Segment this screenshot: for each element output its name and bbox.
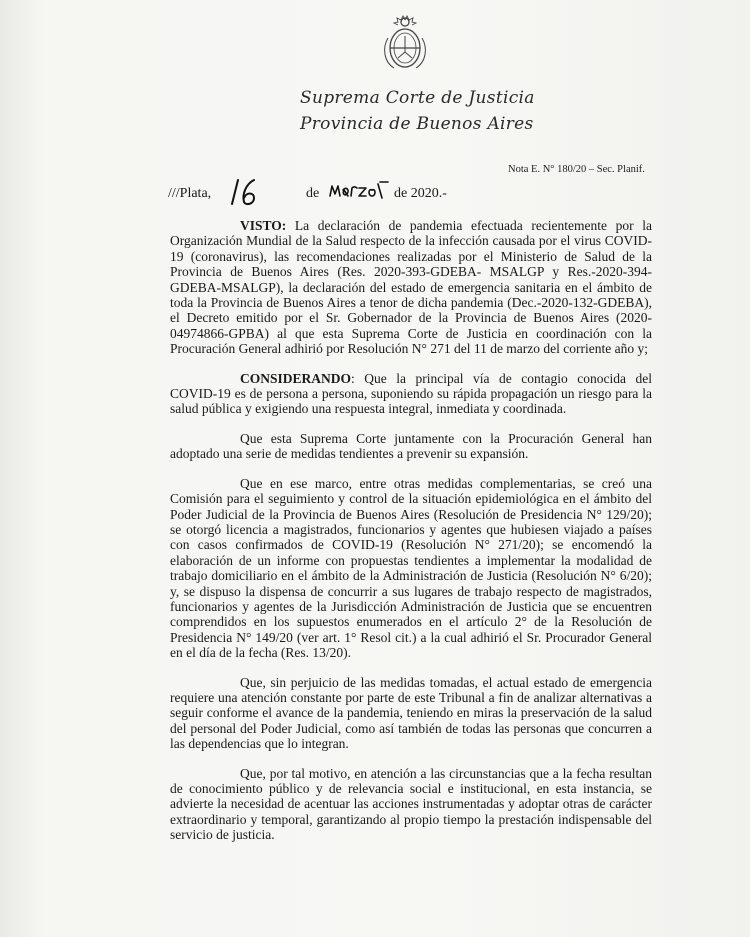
paragraph-text: Que, sin perjuicio de las medidas tomadas, el actual estado de emergencia requiere una atención constante por parte de este Tribunal a fin de analizar alternativas a seguir conforme el avance de la pandemia, teniendo en miras la preservación de la salud del personal del Poder Judicial, como así también de todas las personas que concurren a las dependencias que lo integran. [170, 674, 652, 752]
handwritten-month [328, 178, 392, 202]
dateline-year: de 2020.- [394, 186, 447, 201]
dateline-de: de [306, 186, 320, 201]
paragraph-text: Que, por tal motivo, en atención a las circunstancias que a la fecha resultan de conocimiento público y de relevancia social e institucional, en esta instancia, se advierte la necesidad de acentuar las acciones instrumentadas y adoptar otras de carácter extraordinario y temporal, garantizando al propio tiempo la prestación indispensable del servicio de justicia. [170, 765, 652, 843]
paragraph-text: La declaración de pandemia efectuada recientemente por la Organización Mundial de la Salud respecto de la infección causada por el virus COVID-19 (coronavirus), las recomendaciones realizadas por el Ministerio de Salud de la Provincia de Buenos Aires (Res. 2020-393-GDEBA- MSALGP y Res.-2020-394-GDEBA-MSALGP), la declaración del estado de emergencia sanitaria en el ámbito de toda la Provincia de Buenos Aires a tenor de dicha pandemia (Dec.-2020-132-GDEBA), el Decreto emitido por el Sr. Gobernador de la Provincia de Buenos Aires (2020-04974866-GPBA) al que esta Suprema Corte de Justicia en coordinación con la Procuración General adhirió por Resolución N° 271 del 11 de marzo del corriente año y; [170, 218, 652, 357]
institution-province: Provincia de Buenos Aires [300, 114, 534, 134]
handwritten-day [228, 174, 268, 208]
paragraph-text: : Que la principal vía de contagio conocida del COVID-19 es de persona a persona, suponiendo su rápida propagación un riesgo para la salud pública y exigiendo una respuesta integral, inmediata y coordinada. [170, 370, 652, 417]
paragraph-lead: CONSIDERANDO [240, 370, 352, 386]
paragraph-considerando [170, 371, 652, 417]
document-body [170, 218, 652, 857]
argentine-coat-of-arms-icon [380, 8, 430, 74]
dateline [168, 178, 528, 208]
paragraph [170, 431, 652, 462]
institution-name: Suprema Corte de Justicia [300, 88, 535, 108]
paragraph [170, 766, 652, 843]
paragraph-text: Que esta Suprema Corte juntamente con la Procuración General han adoptado una serie de medidas tendientes a prevenir su expansión. [170, 430, 652, 462]
reference-number: Nota E. N° 180/20 – Sec. Planif. [508, 164, 645, 175]
paragraph-visto [170, 218, 652, 357]
dateline-place: ///Plata, [168, 186, 212, 201]
paragraph [170, 675, 652, 752]
paragraph-text: Que en ese marco, entre otras medidas complementarias, se creó una Comisión para el seguimiento y control de la situación epidemiológica en el ámbito del Poder Judicial de la Provincia de Buenos Aires (Resolución de Presidencia N° 129/20); se otorgó licencia a magistrados, funcionarios y agentes que hubiesen viajado a países con casos confirmados de COVID-19 (Resolución N° 271/20); se encomendó la elaboración de un informe con propuestas tendientes a implementar la modalidad de trabajo domiciliario en el ámbito de la Administración de Justicia (Resolución N° 6/20); y, se dispuso la dispensa de concurrir a sus lugares de trabajo respecto de magistrados, funcionarios y agentes de la Jurisdicción Administración de Justicia que se encuentren comprendidos en los supuestos enumerados en el artículo 2° de la Resolución de Presidencia N° 149/20 (ver art. 1° Resol cit.) a la cual adhirió el Sr. Procurador General en el día de la fecha (Res. 13/20). [170, 475, 652, 661]
paragraph-lead: VISTO: [240, 218, 287, 233]
paragraph [170, 476, 652, 661]
